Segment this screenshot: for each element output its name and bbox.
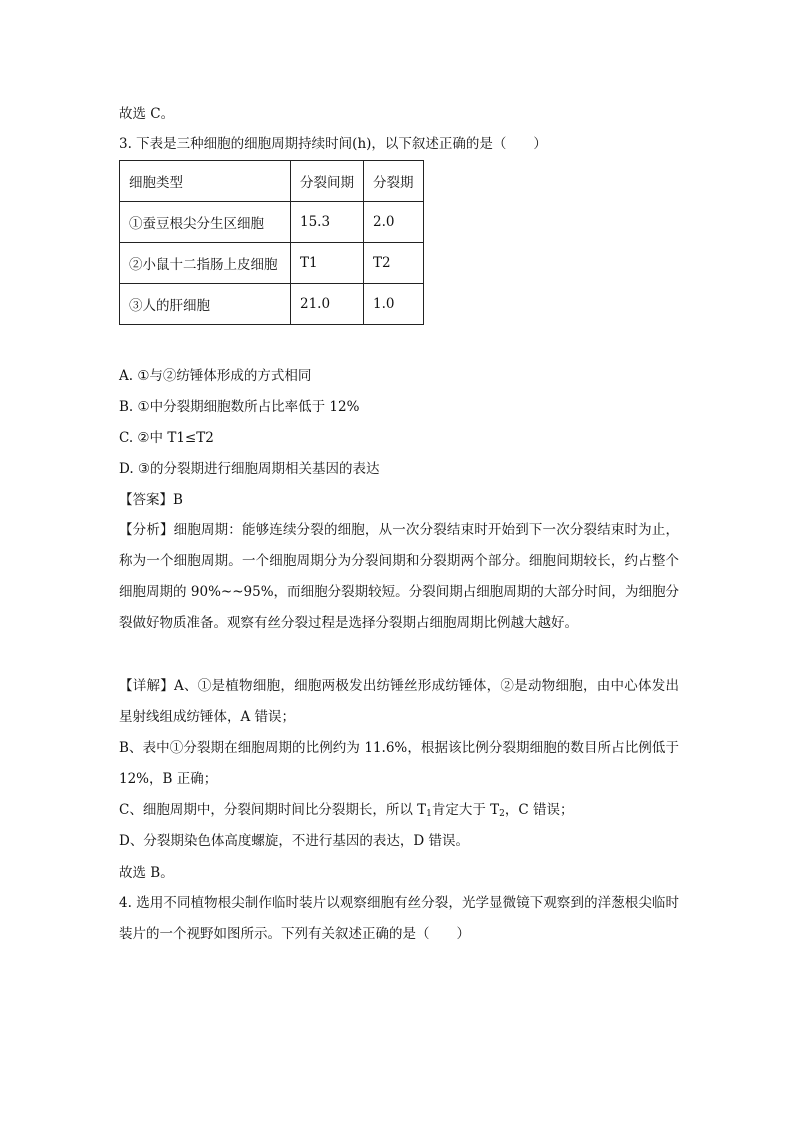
detail-d-paragraph bbox=[119, 826, 679, 857]
table-cell: ②小鼠十二指肠上皮细胞 bbox=[120, 243, 291, 284]
detail-c-text: 肯定大于 T bbox=[431, 802, 500, 818]
table-cell: 15.3 bbox=[291, 202, 364, 243]
table-cell: ①蚕豆根尖分生区细胞 bbox=[120, 202, 291, 243]
table-cell: T1 bbox=[291, 243, 364, 284]
analysis-paragraph bbox=[119, 515, 679, 639]
question-3-stem: 3. 下表是三种细胞的细胞周期持续时间(h)，以下叙述正确的是（ ） bbox=[119, 136, 547, 152]
question-4-text: 4. 选用不同植物根尖制作临时装片以观察细胞有丝分裂，光学显微镜下观察到的洋葱根尖临时装片的一个视野如图所示。下列有关叙述正确的是（ ） bbox=[119, 895, 679, 942]
detail-a-text: A、①是植物细胞，细胞两极发出纺锤丝形成纺锤体，②是动物细胞，由中心体发出星射线组成纺锤体，A 错误； bbox=[119, 678, 680, 725]
cell-cycle-table bbox=[119, 160, 424, 325]
table-header-cell: 分裂期 bbox=[364, 161, 424, 202]
analysis-label: 【分析】 bbox=[119, 522, 174, 538]
detail-d-text: D、分裂期染色体高度螺旋，不进行基因的表达，D 错误。 bbox=[119, 833, 469, 849]
table-row bbox=[120, 243, 424, 284]
table-header-row bbox=[120, 161, 424, 202]
detail-c-subscript: 1 bbox=[426, 809, 432, 819]
table-cell: 2.0 bbox=[364, 202, 424, 243]
detail-c-paragraph bbox=[119, 795, 679, 830]
table-cell: 21.0 bbox=[291, 284, 364, 325]
table-row bbox=[120, 202, 424, 243]
detail-label: 【详解】 bbox=[119, 678, 175, 694]
answer-label: 【答案】 bbox=[119, 492, 173, 508]
detail-c-subscript: 2 bbox=[499, 809, 505, 819]
detail-b-text: B、表中①分裂期在细胞周期的比例约为 11.6%，根据该比例分裂期细胞的数目所占比例低于 12%，B 正确； bbox=[119, 740, 679, 787]
detail-a-paragraph bbox=[119, 671, 679, 733]
detail-c-text: C、细胞周期中，分裂间期时间比分裂期长，所以 T bbox=[119, 802, 427, 818]
table-cell: 1.0 bbox=[364, 284, 424, 325]
detail-b-paragraph bbox=[119, 733, 679, 795]
detail-c-text: ，C 错误； bbox=[504, 802, 574, 818]
question-3-conclusion: 故选 B。 bbox=[119, 865, 174, 881]
analysis-text: 细胞周期：能够连续分裂的细胞，从一次分裂结束时开始到下一次分裂结束时为止，称为一个细胞周期。一个细胞周期分为分裂间期和分裂期两个部分。细胞间期较长，约占整个细胞周期的 90%~~95%，而细胞分裂期较短。分裂间期占细胞周期的大部分时间，为细胞分裂做好物质准备。观察有丝分裂过程是选择分裂期占细胞周期比例越大越好。 bbox=[119, 522, 680, 631]
table-header-cell: 分裂间期 bbox=[291, 161, 364, 202]
previous-conclusion: 故选 C。 bbox=[119, 106, 175, 122]
answer-line bbox=[119, 490, 183, 510]
table-row bbox=[120, 284, 424, 325]
table-header-cell: 细胞类型 bbox=[120, 161, 291, 202]
table-cell: T2 bbox=[364, 243, 424, 284]
option-a: A. ①与②纺锤体形成的方式相同 bbox=[119, 368, 312, 384]
answer-value: B bbox=[173, 492, 183, 508]
option-c: C. ②中 T1≤T2 bbox=[119, 430, 214, 446]
option-b: B. ①中分裂期细胞数所占比率低于 12% bbox=[119, 399, 360, 415]
table-cell: ③人的肝细胞 bbox=[120, 284, 291, 325]
question-4-stem bbox=[119, 888, 679, 950]
option-d: D. ③的分裂期进行细胞周期相关基因的表达 bbox=[119, 461, 380, 477]
